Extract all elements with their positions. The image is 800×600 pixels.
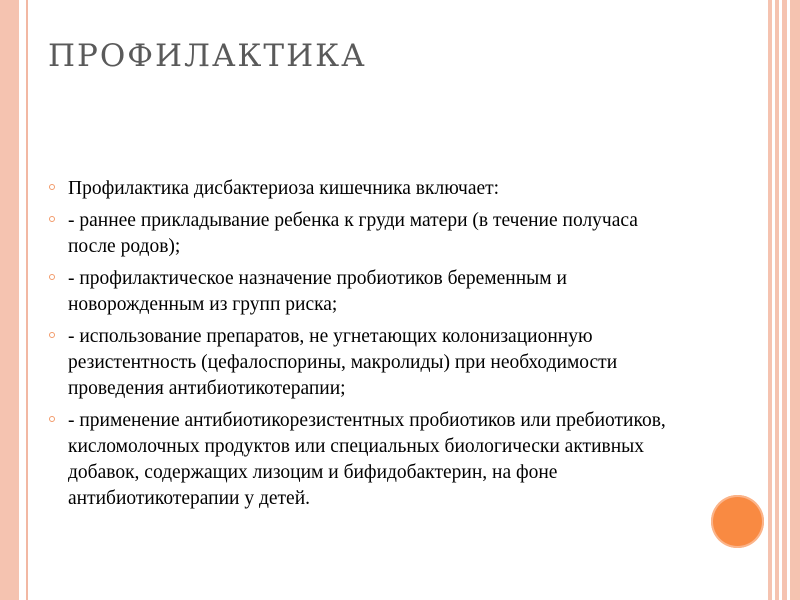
circle-outline-icon bbox=[49, 184, 55, 190]
circle-outline-icon bbox=[49, 274, 55, 280]
bullet-text: Профилактика дисбактериоза кишечника включает: bbox=[68, 178, 500, 199]
left-border-band bbox=[0, 0, 19, 600]
bullet-text: - применение антибиотикорезистентных пробиотиков или пребиотиков, кисломолочных продуктов или специальных биологически активных добавок, содержащих лизоцим и бифидобактерин, на фоне антибиотикотерапии у детей. bbox=[68, 410, 666, 509]
right-stripe bbox=[768, 0, 772, 600]
bullet-text: - раннее прикладывание ребенка к груди матери (в течение получаса после родов); bbox=[68, 210, 638, 257]
list-item bbox=[48, 176, 688, 202]
list-item bbox=[48, 408, 688, 512]
circle-outline-icon bbox=[49, 416, 55, 422]
bullet-text: - профилактическое назначение пробиотиков беременным и новорожденным из групп риска; bbox=[68, 268, 567, 315]
list-item bbox=[48, 266, 688, 318]
bullet-list bbox=[48, 176, 688, 512]
right-stripe bbox=[775, 0, 779, 600]
orange-circle-icon bbox=[711, 495, 764, 548]
left-border-line bbox=[26, 0, 28, 600]
list-item bbox=[48, 324, 688, 402]
circle-outline-icon bbox=[49, 216, 55, 222]
circle-outline-icon bbox=[49, 332, 55, 338]
slide-title: ПРОФИЛАКТИКА bbox=[48, 38, 367, 74]
slide-content bbox=[48, 176, 688, 518]
list-item bbox=[48, 208, 688, 260]
right-stripes bbox=[766, 0, 800, 600]
bullet-text: - использование препаратов, не угнетающих колонизационную резистентность (цефалоспорины, макролиды) при необходимости проведения антибиотикотерапии; bbox=[68, 326, 618, 399]
right-stripe bbox=[790, 0, 800, 600]
right-stripe bbox=[782, 0, 787, 600]
